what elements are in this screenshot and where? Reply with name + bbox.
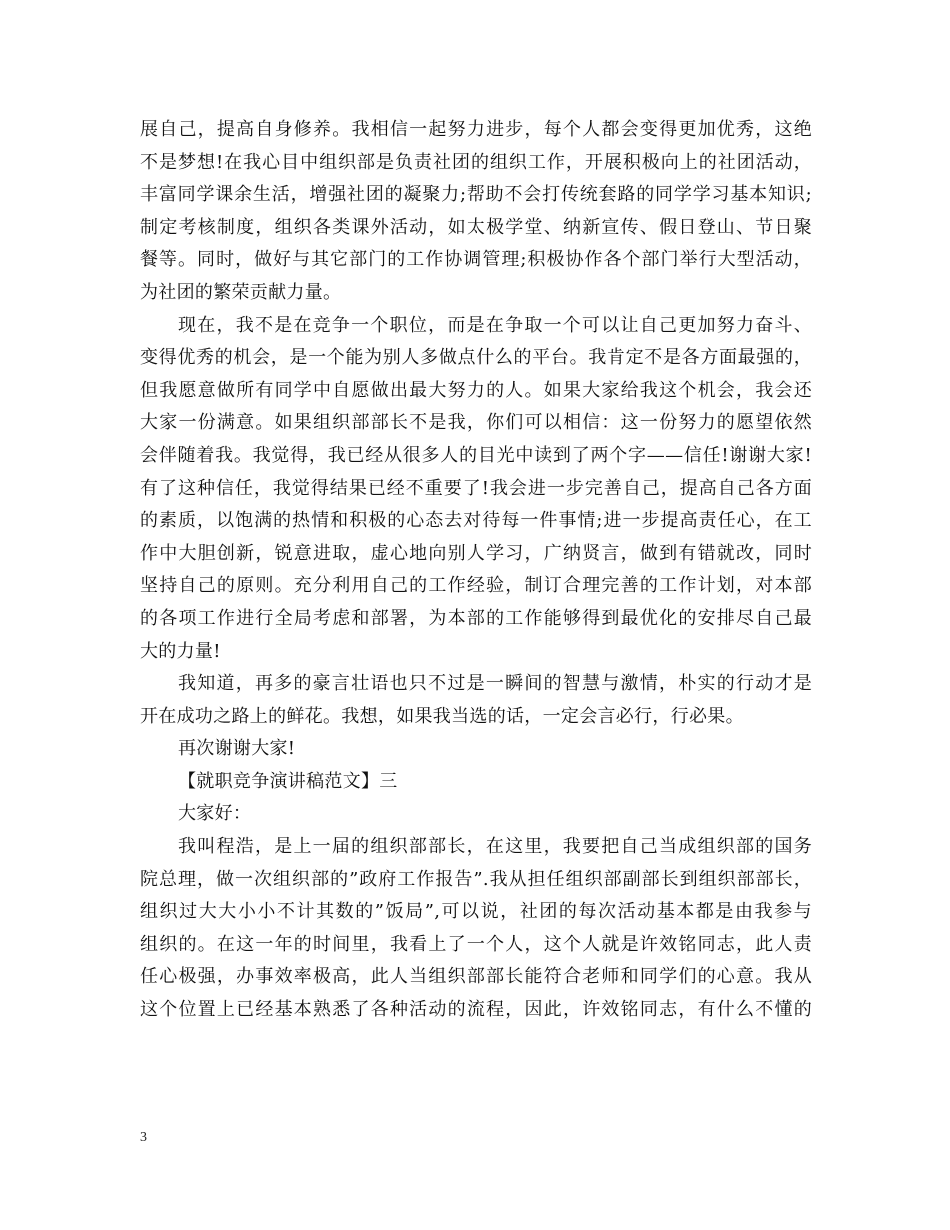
- text-line: 变得优秀的机会，是一个能为别人多做点什么的平台。我肯定不是各方面最强的，: [140, 347, 812, 369]
- text-line: 任心极强，办事效率极高，此人当组织部部长能符合老师和同学们的心意。我从: [140, 966, 812, 988]
- text-line: 再次谢谢大家!: [178, 738, 296, 760]
- text-line: 制定考核制度，组织各类课外活动，如太极学堂、纳新宣传、假日登山、节日聚: [140, 216, 812, 238]
- text-line: 坚持自己的原则。充分利用自己的工作经验，制订合理完善的工作计划，对本部: [140, 575, 812, 597]
- text-line: 丰富同学课余生活，增强社团的凝聚力;帮助不会打传统套路的同学学习基本知识;: [140, 184, 812, 206]
- text-line: 但我愿意做所有同学中自愿做出最大努力的人。如果大家给我这个机会，我会还: [140, 379, 812, 401]
- text-line: 现在，我不是在竞争一个职位，而是在争取一个可以让自己更加努力奋斗、: [178, 314, 812, 336]
- text-line: 组织过大大小小不计其数的”饭局”,可以说，社团的每次活动基本都是由我参与: [140, 901, 812, 923]
- page-number: 3: [140, 1130, 147, 1145]
- text-line: 会伴随着我。我觉得，我已经从很多人的目光中读到了两个字——信任!谢谢大家!: [140, 444, 812, 466]
- text-line: 展自己，提高自身修养。我相信一起努力进步，每个人都会变得更加优秀，这绝: [140, 119, 812, 140]
- text-line: 开在成功之路上的鲜花。我想，如果我当选的话，一定会言必行，行必果。: [140, 705, 744, 727]
- text-line: 组织的。在这一年的时间里，我看上了一个人，这个人就是许效铭同志，此人责: [140, 933, 812, 955]
- text-line: 的各项工作进行全局考虑和部署，为本部的工作能够得到最优化的安排尽自己最: [140, 607, 812, 629]
- section-heading: 【就职竞争演讲稿范文】三: [178, 770, 398, 792]
- text-line: 我叫程浩，是上一届的组织部部长，在这里，我要把自己当成组织部的国务: [178, 836, 812, 858]
- text-line: 大的力量!: [140, 640, 221, 662]
- text-line: 的素质，以饱满的热情和积极的心态去对待每一件事情;进一步提高责任心，在工: [140, 510, 812, 532]
- text-line: 不是梦想!在我心目中组织部是负责社团的组织工作，开展积极向上的社团活动，: [140, 151, 812, 173]
- text-line: 为社团的繁荣贡献力量。: [140, 281, 342, 303]
- text-line: 作中大胆创新，锐意进取，虚心地向别人学习，广纳贤言，做到有错就改，同时: [140, 542, 812, 564]
- text-line: 有了这种信任，我觉得结果已经不重要了!我会进一步完善自己，提高自己各方面: [140, 477, 812, 499]
- text-line: 大家一份满意。如果组织部部长不是我，你们可以相信：这一份努力的愿望依然: [140, 412, 812, 434]
- document-body: [140, 114, 812, 1027]
- salutation: 大家好：: [178, 803, 252, 825]
- text-line: 这个位置上已经基本熟悉了各种活动的流程，因此，许效铭同志，有什么不懂的: [140, 999, 812, 1021]
- text-line: 餐等。同时，做好与其它部门的工作协调管理;积极协作各个部门举行大型活动，: [140, 249, 812, 271]
- text-line: 院总理，做一次组织部的”政府工作报告”.我从担任组织部副部长到组织部部长，: [140, 868, 812, 890]
- text-line: 我知道，再多的豪言壮语也只不过是一瞬间的智慧与激情，朴实的行动才是: [178, 673, 812, 695]
